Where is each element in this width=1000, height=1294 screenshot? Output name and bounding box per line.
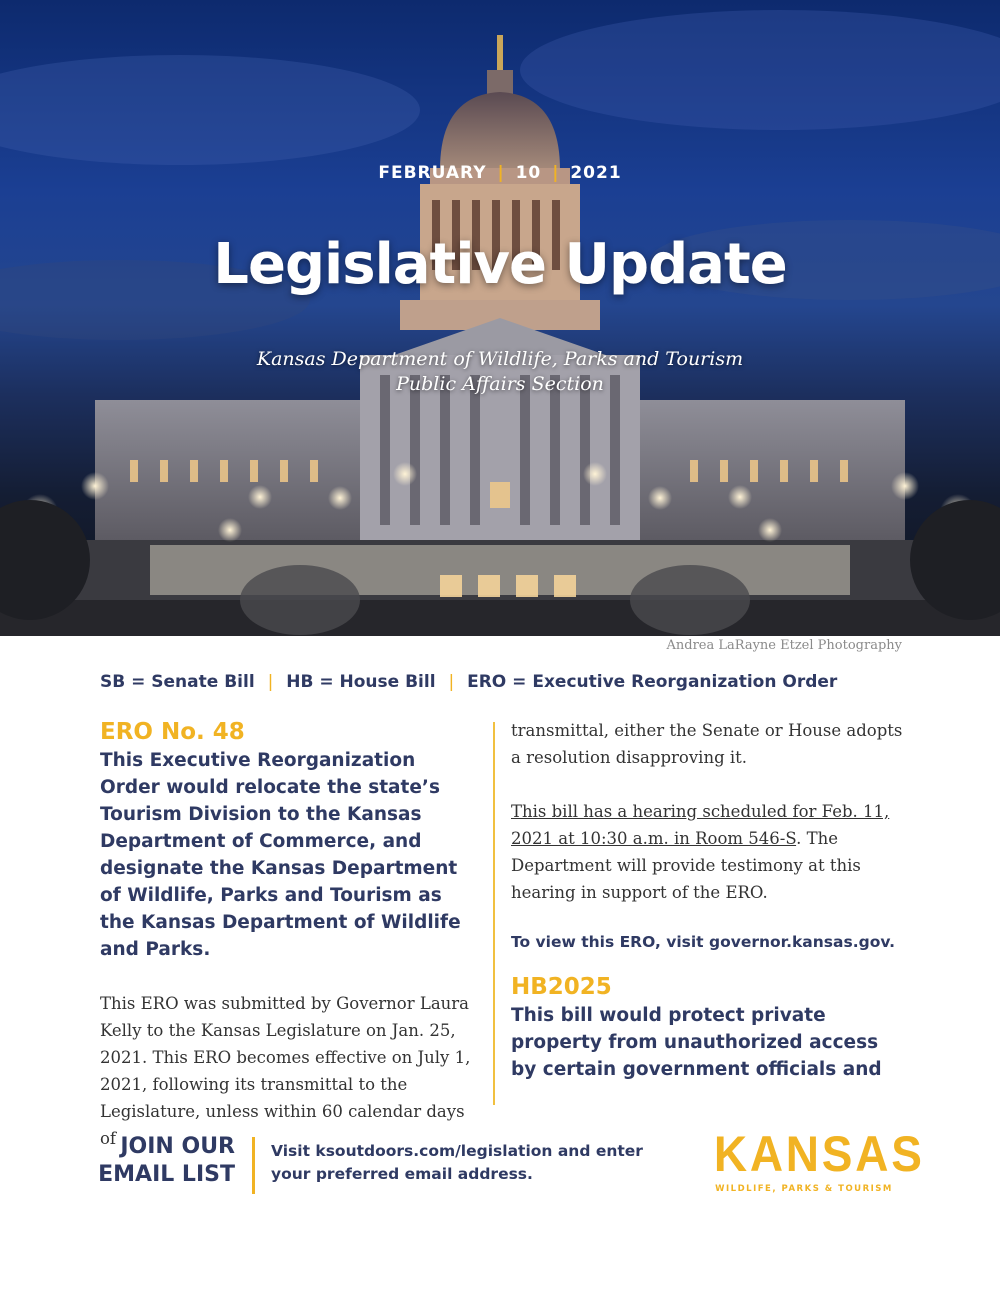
logo-wordmark: KANSAS <box>713 1126 925 1182</box>
date-day: 10 <box>515 163 542 183</box>
logo-tagline: WILDLIFE, PARKS & TOURISM <box>715 1184 893 1194</box>
capitol-illustration <box>0 0 1000 636</box>
subtitle-line-2: Public Affairs Section <box>396 373 604 395</box>
column-divider <box>493 722 495 1105</box>
footer-divider <box>252 1137 255 1194</box>
kdwpt-logo <box>706 1126 925 1194</box>
ero48-view-link[interactable]: To view this ERO, visit governor.kansas.gov. <box>511 933 896 951</box>
join-line-1: JOIN OUR <box>120 1134 235 1159</box>
right-column <box>511 717 906 1083</box>
hearing-schedule-link[interactable]: This bill has a hearing scheduled for Feb. 11, 2021 at 10:30 a.m. in Room 546-S <box>511 802 890 848</box>
hearing-details: . The Department will provide testimony at this hearing in support of the ERO. <box>511 829 861 902</box>
ero48-body-part1: This ERO was submitted by Governor Laura Kelly to the Kansas Legislature on Jan. 25, 2021. This ERO becomes effective on July 1, 2021, following its transmittal to the Legislature, unless within 60 calendar days of <box>100 994 471 1148</box>
join-line-2: EMAIL LIST <box>98 1162 235 1187</box>
legend-separator: | <box>448 672 455 692</box>
hero-banner <box>0 0 1000 636</box>
page-subtitle <box>0 347 1000 397</box>
date-separator: | <box>497 163 505 183</box>
email-signup-instructions[interactable]: Visit ksoutdoors.com/legislation and enter your preferred email address. <box>271 1142 643 1183</box>
hb2025-heading: HB2025 <box>511 974 612 1000</box>
left-column <box>100 717 480 1152</box>
subtitle-line-1: Kansas Department of Wildlife, Parks and Tourism <box>256 348 744 370</box>
legend-senate-bill: SB = Senate Bill <box>100 672 255 692</box>
ero48-hearing-info <box>511 798 906 906</box>
date-month: FEBRUARY <box>378 163 487 183</box>
abbreviation-legend <box>100 672 837 692</box>
issue-date <box>0 163 1000 183</box>
date-separator: | <box>552 163 560 183</box>
ero48-body-part2: transmittal, either the Senate or House adopts a resolution disapproving it. <box>511 721 903 767</box>
hb2025-summary: This bill would protect private property from unauthorized access by certain government officials and <box>511 1005 882 1080</box>
legend-house-bill: HB = House Bill <box>286 672 436 692</box>
photo-credit: Andrea LaRayne Etzel Photography <box>666 638 902 653</box>
ero48-summary: This Executive Reorganization Order would relocate the state’s Tourism Division to the Kansas Department of Commerce, and designate the Kansas Department of Wildlife, Parks and Tourism as the Kansas Department of Wildlife and Parks. <box>100 750 461 960</box>
legend-ero: ERO = Executive Reorganization Order <box>467 672 838 692</box>
page-title: Legislative Update <box>213 232 787 297</box>
ero48-heading: ERO No. 48 <box>100 719 245 745</box>
join-email-heading <box>90 1133 235 1189</box>
legend-separator: | <box>267 672 274 692</box>
date-year: 2021 <box>570 163 622 183</box>
